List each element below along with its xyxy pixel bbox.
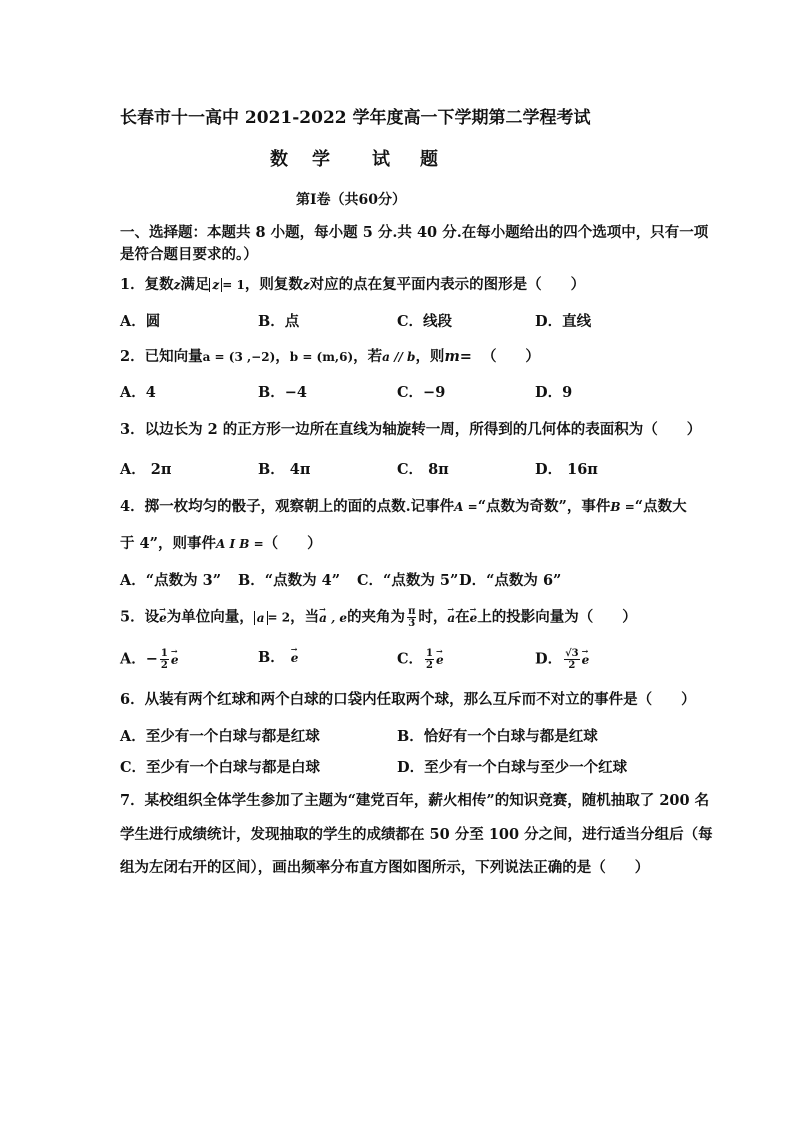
q4-option-c: C．“点数为 5” (357, 572, 459, 589)
q1-option-a: A．圆 (120, 313, 161, 330)
question-5 (120, 606, 637, 629)
q2-m: m= (444, 348, 472, 365)
subject-char-3: 试 (372, 149, 390, 170)
q5-option-b (258, 648, 298, 668)
q5-option-a-fraction (160, 648, 169, 671)
q1-mid2: ，则复数 (244, 276, 303, 293)
q4-intersection: A I B = (215, 537, 264, 551)
q5-mid1: 为单位向量， (166, 608, 254, 626)
q5-angle-num: π (408, 606, 416, 617)
q5-mid2: ，当 (290, 608, 320, 626)
q5-vec-ae: → a , e (319, 608, 347, 628)
q2-mid: ，若 (353, 348, 383, 365)
question-7-line1: 7．某校组织全体学生参加了主题为“建党百年，薪火相传”的知识竞赛，随机抽取了 200 名 (120, 792, 710, 809)
q5-mid5: 在 (455, 608, 470, 626)
q5-pre: 5．设 (120, 608, 160, 626)
q4-line2-post: （ ） (263, 535, 322, 552)
q1-option-b: B．点 (258, 313, 300, 330)
subject-char-2: 学 (312, 149, 330, 170)
q1-option-c: C．线段 (397, 313, 453, 330)
q5-option-b-e: → e (291, 648, 299, 668)
q5-option-d-e: → e (582, 650, 590, 670)
q4-line1-mid: “点数为奇数”，事件 (477, 498, 611, 515)
q6-option-b: B．恰好有一个白球与都是红球 (397, 728, 598, 745)
question-3: 3．以边长为 2 的正方形一边所在直线为轴旋转一周，所得到的几何体的表面积为（ ） (120, 421, 702, 438)
question-7-line2: 学生进行成绩统计，发现抽取的学生的成绩都在 50 分至 100 分之间，进行适当分组后（每 (120, 826, 713, 843)
question-2 (120, 347, 540, 367)
q5-option-c-fraction (425, 648, 434, 671)
q6-option-d: D．至少有一个白球与至少一个红球 (397, 759, 628, 776)
section1-line2: 是符合题目要求的。） (120, 246, 258, 263)
q4-event-b: B = (610, 500, 635, 514)
q5-option-a-e: → e (171, 650, 179, 670)
q3-option-d: D． 16π (535, 461, 598, 478)
q4-line1-post: “点数大 (634, 498, 687, 515)
question-1 (120, 275, 585, 295)
q2-pre: 2．已知向量 (120, 348, 203, 365)
q1-pre: 1．复数 (120, 276, 174, 293)
q2-option-d: D．9 (535, 384, 573, 401)
q5-vec-e: → e (159, 608, 167, 628)
q5-option-d-num: √3 (565, 648, 579, 659)
q4-line1-pre: 4．掷一枚均匀的骰子，观察朝上的面的点数.记事件 (120, 498, 455, 515)
q5-vec-e2: → e (470, 608, 478, 628)
q5-option-a (120, 648, 179, 671)
q5-option-a-num: 1 (160, 648, 168, 659)
q5-option-c (397, 648, 444, 671)
volume-heading: 第Ⅰ卷（共60分） (296, 192, 407, 208)
q2-option-b: B．−4 (258, 384, 307, 401)
question-7-line3: 组为左闭右开的区间），画出频率分布直方图如图所示，下列说法正确的是（ ） (120, 859, 650, 876)
q2-vector-a: a = (3 ,−2) (202, 350, 276, 364)
q5-option-d-fraction (564, 648, 580, 671)
q5-angle-fraction (407, 606, 416, 629)
q5-option-d-label: D． (535, 650, 563, 668)
q5-post: 上的投影向量为（ ） (477, 608, 637, 626)
q5-option-d (535, 648, 589, 671)
q3-option-b: B． 4π (258, 461, 311, 478)
q5-option-a-label: A． (120, 650, 146, 668)
q1-var: z (173, 278, 181, 292)
question-6: 6．从装有两个红球和两个白球的口袋内任取两个球，那么互斥而不对立的事件是（ ） (120, 691, 696, 708)
question-4-line1 (120, 497, 687, 517)
q5-angle-den: 3 (408, 618, 416, 629)
section1-line1: 一、选择题：本题共 8 小题，每小题 5 分.共 40 分.在每小题给出的四个选项中，只有一项 (120, 224, 709, 241)
q5-option-a-den: 2 (160, 660, 168, 671)
question-4-line2 (120, 534, 322, 554)
q1-abs-z: z (209, 278, 222, 292)
q2-vector-b: b = (m,6) (289, 350, 354, 364)
q5-option-a-sign: − (145, 650, 158, 668)
subject-char-1: 数 (270, 149, 288, 170)
q5-mid3: 的夹角为 (347, 608, 406, 626)
q6-option-c: C．至少有一个白球与都是白球 (120, 759, 321, 776)
q4-option-b: B．“点数为 4” (238, 572, 341, 589)
q1-mid1: 满足 (180, 276, 210, 293)
subject-char-4: 题 (420, 149, 438, 170)
q5-vec-a2: → a (447, 608, 455, 628)
q5-option-c-den: 2 (426, 660, 434, 671)
q5-option-d-den: 2 (568, 660, 576, 671)
q3-option-c: C． 8π (397, 461, 449, 478)
q5-option-c-num: 1 (426, 648, 434, 659)
q2-option-a: A．4 (120, 384, 156, 401)
q5-mid4: 时， (418, 608, 448, 626)
subject-title (270, 150, 438, 170)
q2-tail: （ ） (481, 348, 540, 365)
q5-option-c-e: → e (436, 650, 444, 670)
q4-option-d: D．“点数为 6” (459, 572, 562, 589)
q1-var2: z (302, 278, 310, 292)
q2-parallel: a // b (382, 350, 416, 364)
q4-event-a: A = (454, 500, 478, 514)
q3-option-a: A． 2π (120, 461, 172, 478)
q2-sep: ， (275, 348, 290, 365)
q5-option-c-label: C． (397, 650, 424, 668)
q1-eq: = 1 (222, 278, 245, 292)
q2-post: ，则 (415, 348, 445, 365)
q2-option-c: C．−9 (397, 384, 446, 401)
q1-post: 对应的点在复平面内表示的图形是（ ） (309, 276, 586, 293)
q1-option-d: D．直线 (535, 313, 592, 330)
q6-option-a: A．至少有一个白球与都是红球 (120, 728, 320, 745)
exam-title: 长春市十一高中 2021-2022 学年度高一下学期第二学程考试 (120, 108, 591, 128)
q4-line2-pre: 于 4”，则事件 (120, 535, 216, 552)
q5-abs-a: a (254, 611, 268, 625)
q4-option-a: A．“点数为 3” (120, 572, 222, 589)
q5-option-b-label: B． (258, 649, 285, 666)
q5-eq2: = 2 (267, 610, 291, 625)
